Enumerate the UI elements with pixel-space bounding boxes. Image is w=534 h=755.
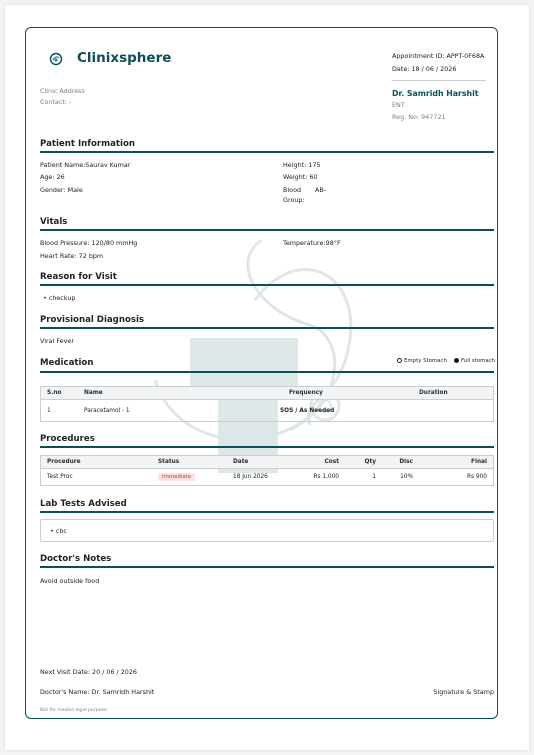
vital-blood-pressure: Blood Pressure: 120/80 mmHg bbox=[40, 239, 138, 247]
section-title-procedures: Procedures bbox=[40, 434, 95, 444]
procedures-table-header bbox=[41, 456, 493, 469]
proc-status-badge: Immediate bbox=[158, 473, 195, 481]
section-title-medication: Medication bbox=[40, 358, 94, 368]
col-cost: Cost bbox=[324, 459, 339, 465]
section-divider bbox=[40, 371, 494, 373]
empty-stomach-icon bbox=[397, 358, 402, 363]
proc-final: Rs 900 bbox=[467, 474, 487, 480]
section-title-lab-tests: Lab Tests Advised bbox=[40, 499, 127, 509]
vital-temperature: Temperature:98°F bbox=[283, 239, 341, 247]
appointment-id: Appointment ID: APPT-0F68A bbox=[392, 52, 485, 60]
proc-name: Test Proc bbox=[47, 474, 73, 480]
section-title-diagnosis: Provisional Diagnosis bbox=[40, 315, 145, 325]
medication-table bbox=[40, 386, 494, 422]
footer-doctor-name: Doctor's Name: Dr. Samridh Harshit bbox=[40, 688, 155, 696]
legend-empty-stomach bbox=[397, 358, 447, 364]
section-divider bbox=[40, 327, 494, 329]
col-sno: S.no bbox=[47, 390, 62, 396]
reason-item-text: checkup bbox=[48, 294, 76, 302]
clinic-logo-icon bbox=[49, 52, 63, 66]
reason-item: • checkup bbox=[43, 294, 76, 302]
med-frequency: SOS / As Needed bbox=[280, 407, 335, 414]
patient-name bbox=[40, 161, 130, 169]
section-divider bbox=[40, 446, 494, 448]
section-divider bbox=[40, 229, 494, 231]
section-divider bbox=[40, 566, 494, 568]
col-final: Final bbox=[471, 459, 487, 465]
col-frequency: Frequency bbox=[289, 390, 323, 396]
blood-group-label: Blood Group: bbox=[283, 186, 305, 204]
col-name: Name bbox=[84, 390, 103, 396]
lab-test-item-text: cbc bbox=[55, 527, 67, 535]
next-visit-date: Next Visit Date: 20 / 06 / 2026 bbox=[40, 668, 137, 676]
section-title-vitals: Vitals bbox=[40, 217, 68, 227]
col-qty: Qty bbox=[364, 459, 376, 465]
table-row bbox=[41, 469, 493, 485]
proc-date: 18 Jun 2026 bbox=[233, 474, 268, 480]
legend-empty-label: Empty Stomach bbox=[404, 358, 447, 364]
patient-name-value: Saurav Kumar bbox=[85, 161, 131, 169]
section-divider bbox=[40, 511, 494, 513]
section-divider bbox=[40, 151, 494, 153]
doctor-name: Dr. Samridh Harshit bbox=[392, 89, 479, 98]
appointment-date: Date: 18 / 06 / 2026 bbox=[392, 65, 457, 73]
patient-height: Height: 175 bbox=[283, 161, 321, 169]
proc-disc: 10% bbox=[400, 474, 413, 480]
col-disc: Disc bbox=[399, 459, 413, 465]
diagnosis-text: Viral Fever bbox=[40, 337, 74, 345]
section-divider bbox=[40, 284, 494, 286]
lab-test-item: • cbc bbox=[50, 527, 67, 535]
page-border bbox=[25, 27, 498, 719]
proc-qty: 1 bbox=[372, 474, 376, 480]
med-name: Paracetamol - 1 bbox=[84, 407, 130, 414]
blood-group-value: AB- bbox=[315, 186, 327, 194]
medication-table-header bbox=[41, 387, 493, 400]
patient-name-label: Patient Name: bbox=[40, 161, 86, 169]
clinic-contact: Contact: - bbox=[40, 98, 72, 106]
doctor-department: ENT bbox=[392, 101, 405, 109]
clinic-name: Clinixsphere bbox=[77, 50, 172, 66]
col-duration: Duration bbox=[419, 390, 448, 396]
legend-full-label: Full stomach bbox=[461, 358, 496, 364]
doctor-reg-no: Reg. No: 947721 bbox=[392, 113, 446, 121]
section-title-doctors-notes: Doctor's Notes bbox=[40, 554, 112, 564]
section-title-reason: Reason for Visit bbox=[40, 272, 117, 282]
table-row bbox=[41, 400, 493, 421]
patient-age: Age: 26 bbox=[40, 173, 65, 181]
med-sno: 1 bbox=[47, 407, 51, 414]
vital-heart-rate: Heart Rate: 72 bpm bbox=[40, 252, 104, 260]
col-status: Status bbox=[158, 459, 180, 465]
disclaimer-text: Not for medico legal purpose. bbox=[40, 708, 109, 713]
patient-weight: Weight: 60 bbox=[283, 173, 318, 181]
lab-tests-box bbox=[40, 519, 494, 542]
doctors-notes-text: Avoid outside food bbox=[40, 577, 100, 585]
procedures-table bbox=[40, 455, 494, 486]
col-date: Date bbox=[233, 459, 249, 465]
legend-full-stomach bbox=[454, 358, 495, 364]
signature-stamp-label: Signature & Stamp bbox=[433, 688, 494, 696]
header-divider bbox=[392, 80, 486, 81]
col-procedure: Procedure bbox=[47, 459, 81, 465]
full-stomach-icon bbox=[454, 358, 459, 363]
section-title-patient-information: Patient Information bbox=[40, 139, 135, 149]
proc-cost: Rs 1,000 bbox=[313, 474, 339, 480]
clinic-address: Clinic Address bbox=[40, 87, 85, 95]
patient-gender: Gender: Male bbox=[40, 186, 83, 194]
